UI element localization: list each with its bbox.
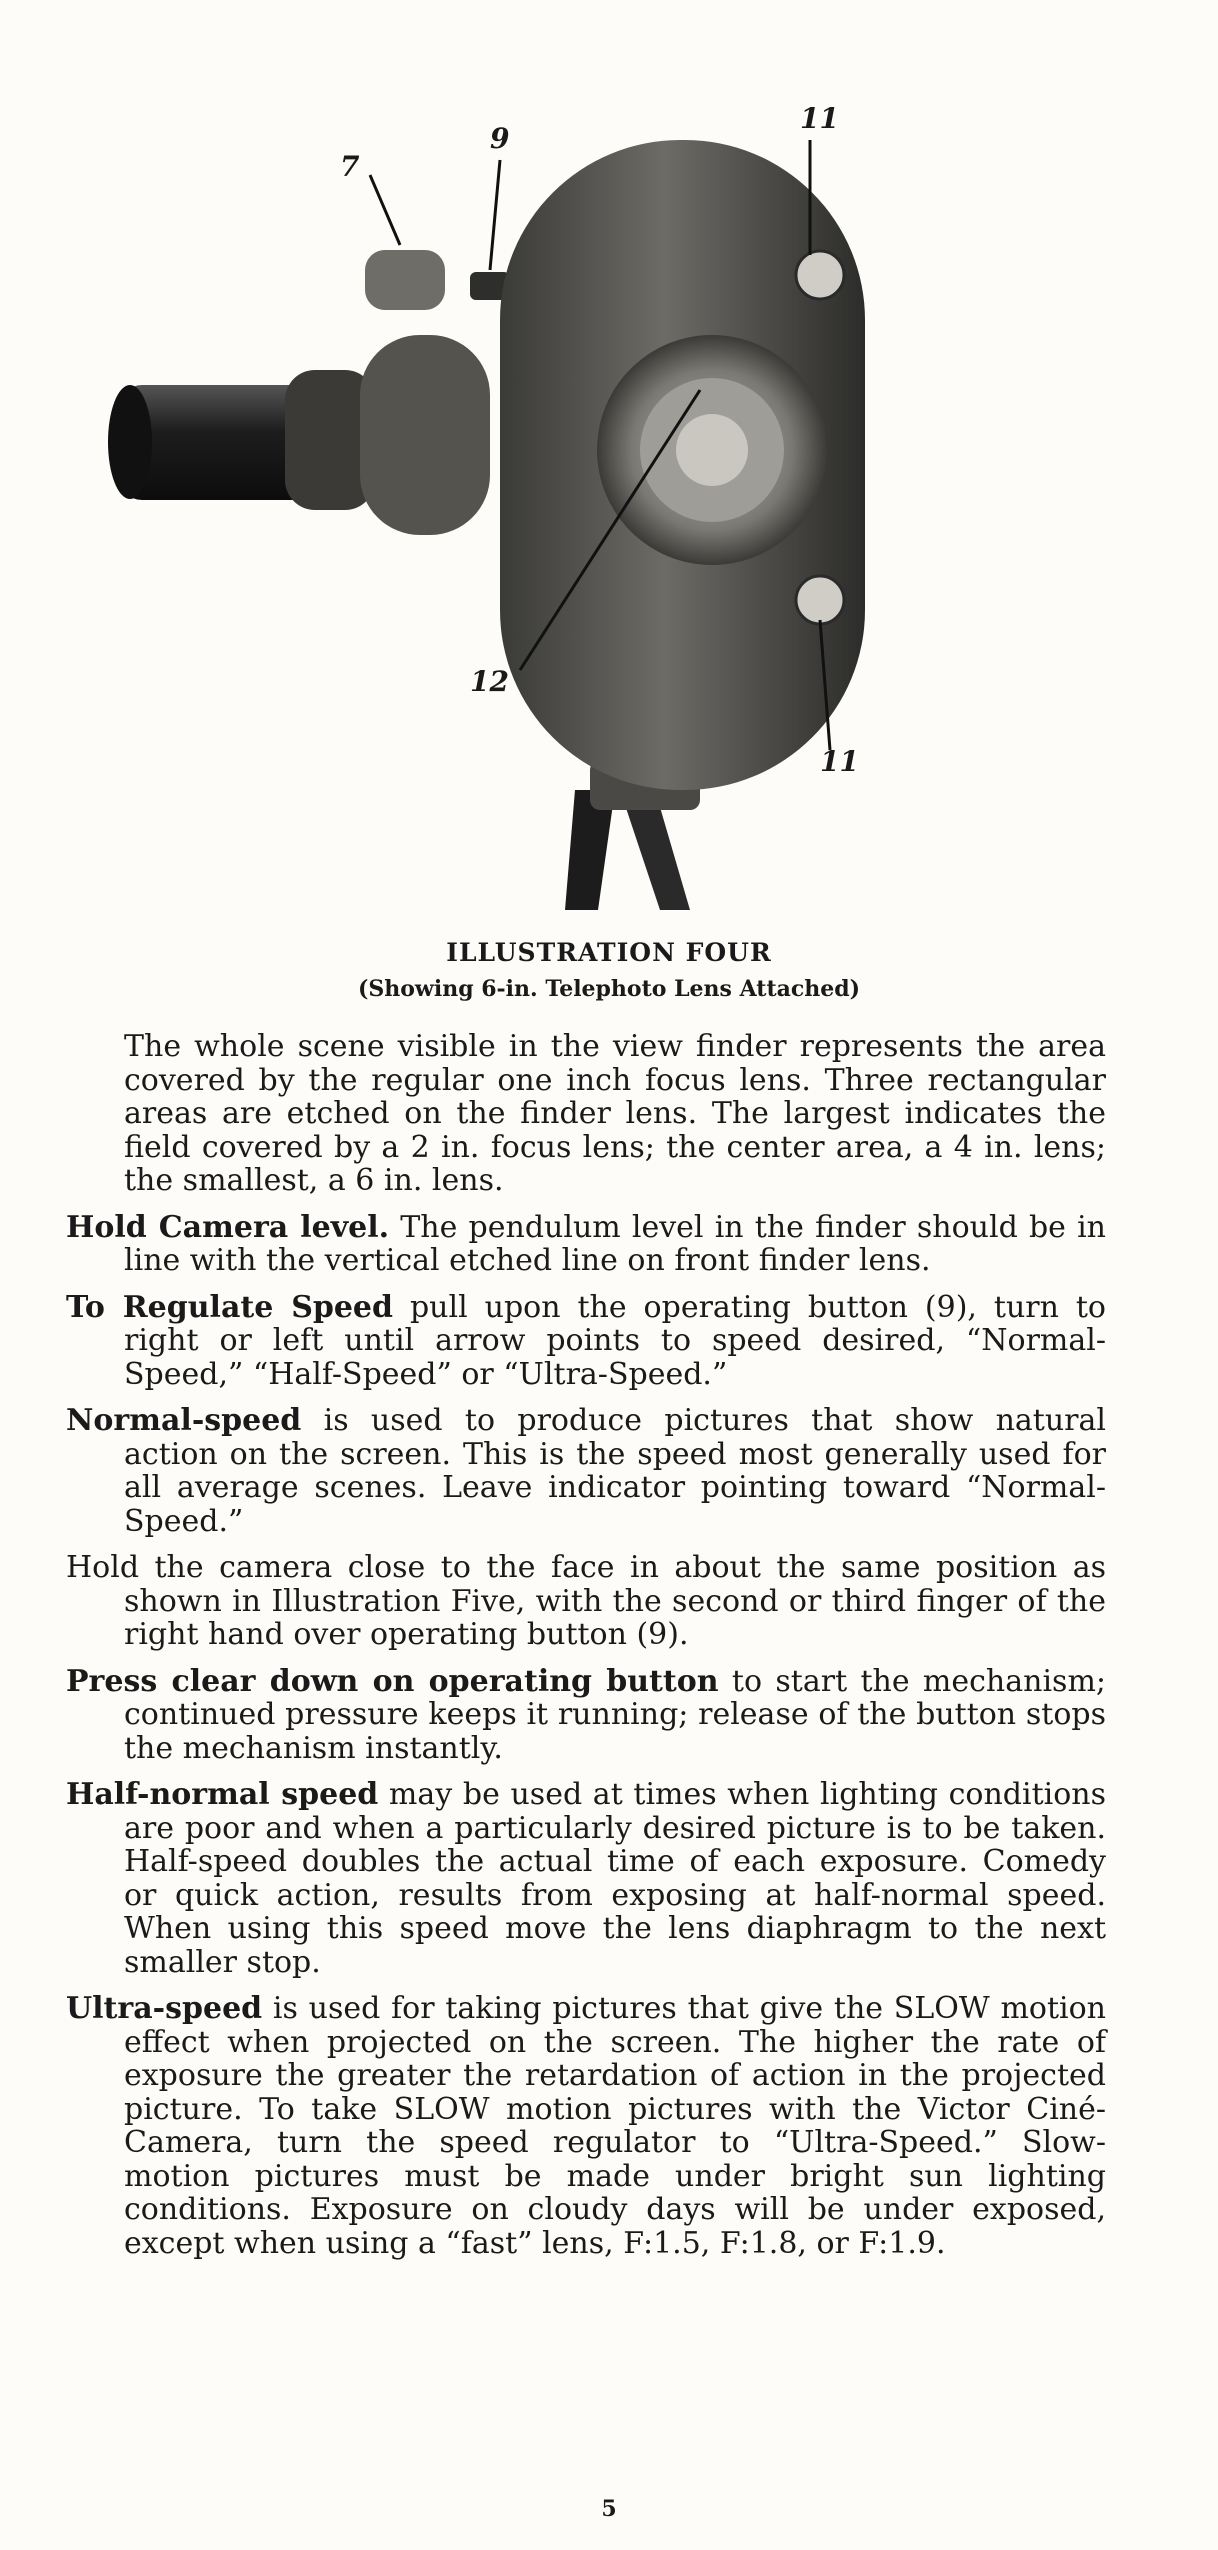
paragraph-half-speed: Half-normal speed may be used at times when lighting conditions are poor and when a particularly desired picture is to be taken. Half-speed doubles the actual time of each exposure. Comedy or quick action, results from exposing at half-normal speed. When using this speed move the lens diaphragm to the next smaller stop. bbox=[66, 1777, 1106, 1980]
paragraph-level: Hold Camera level. The pendulum level in the finder should be in line with the vertical etched line on front finder lens. bbox=[66, 1209, 1106, 1278]
callout-9: 9 bbox=[490, 122, 510, 155]
paragraph-ultra-speed: Ultra-speed is used for taking pictures that give the SLOW motion effect when projected on the screen. The higher the rate of exposure the greater the retardation of action in the projected picture. To take SLOW motion pictures with the Victor Ciné-Camera, turn the speed regulator to “Ultra-Speed.” Slow-motion pictures must be made under bright sun lighting conditions. Exposure on cloudy days will be under exposed, except when using a “fast” lens, F:1.5, F:1.8, or F:1.9. bbox=[66, 1991, 1106, 2261]
callout-11-top: 11 bbox=[800, 102, 839, 135]
paragraph-press-button: Press clear down on operating button to start the mechanism; continued pressure keeps it running; release of the button stops the mechanism instantly. bbox=[66, 1663, 1107, 1766]
illustration-subtitle: (Showing 6-in. Telephoto Lens Attached) bbox=[357, 976, 861, 1002]
callout-7: 7 bbox=[340, 150, 360, 183]
camera-illustration bbox=[0, 0, 1218, 930]
callout-11-bottom: 11 bbox=[820, 745, 859, 778]
callout-12: 12 bbox=[470, 665, 509, 698]
illustration-title: ILLUSTRATION FOUR bbox=[446, 938, 772, 967]
page-number: 5 bbox=[601, 2496, 617, 2522]
paragraph-finder: The whole scene visible in the view finder represents the area covered by the regular one inch focus lens. Three rectangular areas are etched on the finder lens. The largest indicates the field covered by a 2 in. focus lens; the center area, a 4 in. lens; the smallest, a 6 in. lens. bbox=[124, 1029, 1106, 1198]
camera-photo bbox=[0, 0, 1218, 930]
paragraph-normal-speed: Normal-speed is used to produce pictures that show natural action on the screen. This is the speed most generally used for all average scenes. Leave indicator pointing toward “Normal-Speed.” bbox=[66, 1403, 1106, 1539]
body-text bbox=[66, 1030, 1106, 2273]
paragraph-regulate-speed: To Regulate Speed pull upon the operating button (9), turn to right or left until arrow points to speed desired, “Normal-Speed,” “Half-Speed” or “Ultra-Speed.” bbox=[66, 1289, 1106, 1392]
paragraph-hold-camera: Hold the camera close to the face in about the same position as shown in Illustration Five, with the second or third finger of the right hand over operating button (9). bbox=[66, 1550, 1106, 1652]
